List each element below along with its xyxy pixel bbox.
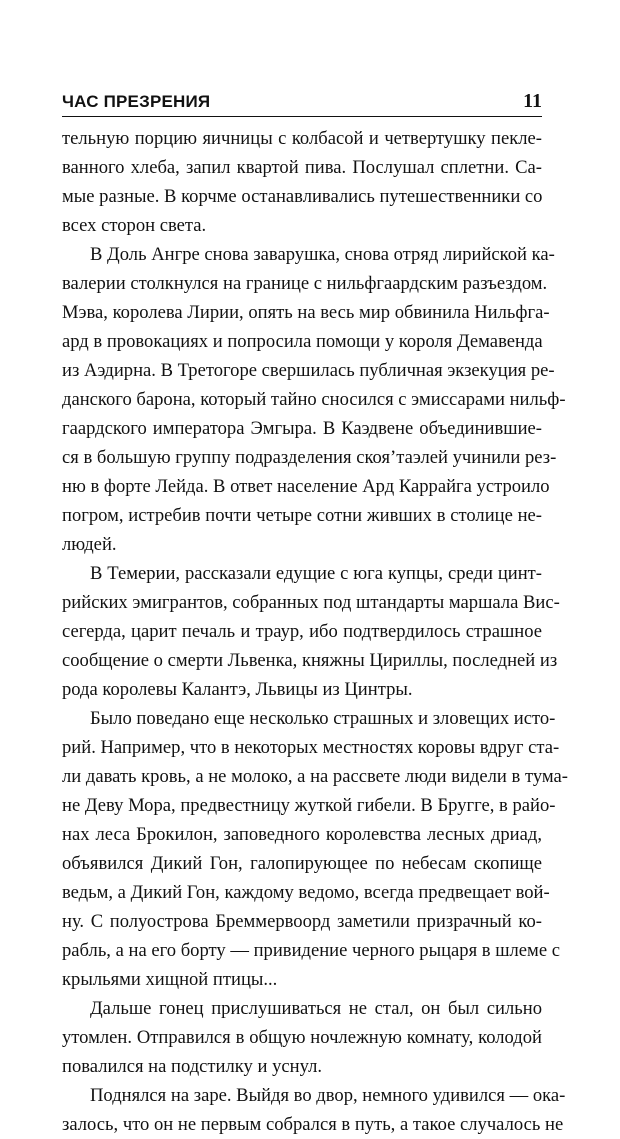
text-line: гаардского императора Эмгыра. В Каэдвене объединившие- [62, 418, 542, 439]
body-text [62, 124, 568, 1139]
text-line: не Деву Мора, предвестницу жуткой гибели. В Бругге, в райо- [62, 795, 556, 816]
text-line: из Аэдирна. В Третогоре свершилась публичная экзекуция ре- [62, 360, 555, 381]
text-line: ся в большую группу подразделения скоя’таэлей учинили рез- [62, 447, 557, 468]
paragraph [62, 704, 568, 994]
text-line: залось, что он не первым собрался в путь, а такое случалось не [62, 1114, 564, 1135]
text-line: объявился Дикий Гон, галопирующее по небесам скопище [62, 853, 542, 874]
text-line: Дальше гонец прислушиваться не стал, он был сильно [90, 998, 542, 1019]
page-number: 11 [523, 90, 542, 112]
paragraph [62, 240, 566, 559]
text-line: ванного хлеба, запил квартой пива. Послушал сплетни. Са- [62, 157, 542, 178]
text-line: тельную порцию яичницы с колбасой и четвертушку пекле- [62, 128, 542, 149]
text-line: мые разные. В корчме останавливались путешественники со [62, 186, 543, 207]
text-line: Поднялся на заре. Выйдя во двор, немного удивился — ока- [90, 1085, 566, 1106]
text-line: рий. Например, что в некоторых местностях коровы вдруг ста- [62, 737, 560, 758]
text-line: нах леса Брокилон, заповедного королевства лесных дриад, [62, 824, 542, 845]
text-line: Мэва, королева Лирии, опять на весь мир обвинила Нильфга- [62, 302, 550, 323]
paragraph [62, 994, 542, 1081]
text-line: погром, истребив почти четыре сотни живших в столице не- [62, 505, 542, 526]
text-line: ну. С полуострова Бреммервоорд заметили призрачный ко- [62, 911, 542, 932]
text-line: всех сторон света. [62, 215, 207, 236]
text-line: сегерда, царит печаль и траур, ибо подтвердилось страшное [62, 621, 542, 642]
text-line: рийских эмигрантов, собранных под штандарты маршала Вис- [62, 592, 560, 613]
text-line: В Темерии, рассказали едущие с юга купцы, среди цинт- [90, 563, 542, 584]
text-line: Было поведано еще несколько страшных и зловещих исто- [90, 708, 556, 729]
text-line: повалился на подстилку и уснул. [62, 1056, 323, 1077]
text-line: валерии столкнулся на границе с нильфгаардским разъездом. [62, 273, 548, 294]
text-line: ли давать кровь, а не молоко, а на рассвете люди видели в тума- [62, 766, 568, 787]
text-line: утомлен. Отправился в общую ночлежную комнату, колодой [62, 1027, 542, 1048]
text-line: ню в форте Лейда. В ответ население Ард Каррайга устроило [62, 476, 550, 497]
text-line: сообщение о смерти Львенка, княжны Цириллы, последней из [62, 650, 558, 671]
text-line: рода королевы Калантэ, Львицы из Цинтры. [62, 679, 413, 700]
text-line: крыльями хищной птицы... [62, 969, 278, 990]
text-line: рабль, а на его борту — привидение черного рыцаря в шлеме с [62, 940, 560, 961]
paragraph [62, 559, 560, 704]
text-line: людей. [62, 534, 117, 555]
text-line: ард в провокациях и попросила помощи у короля Демавенда [62, 331, 543, 352]
running-title: ЧАС ПРЕЗРЕНИЯ [62, 92, 211, 111]
page-header [62, 92, 542, 122]
text-line: данского барона, который тайно сносился с эмиссарами нильф- [62, 389, 566, 410]
paragraph [62, 124, 542, 240]
text-line: ведьм, а Дикий Гон, каждому ведомо, всегда предвещает вой- [62, 882, 550, 903]
paragraph [62, 1081, 566, 1139]
text-line: В Доль Ангре снова заварушка, снова отряд лирийской ка- [90, 244, 555, 265]
header-rule [62, 116, 542, 117]
